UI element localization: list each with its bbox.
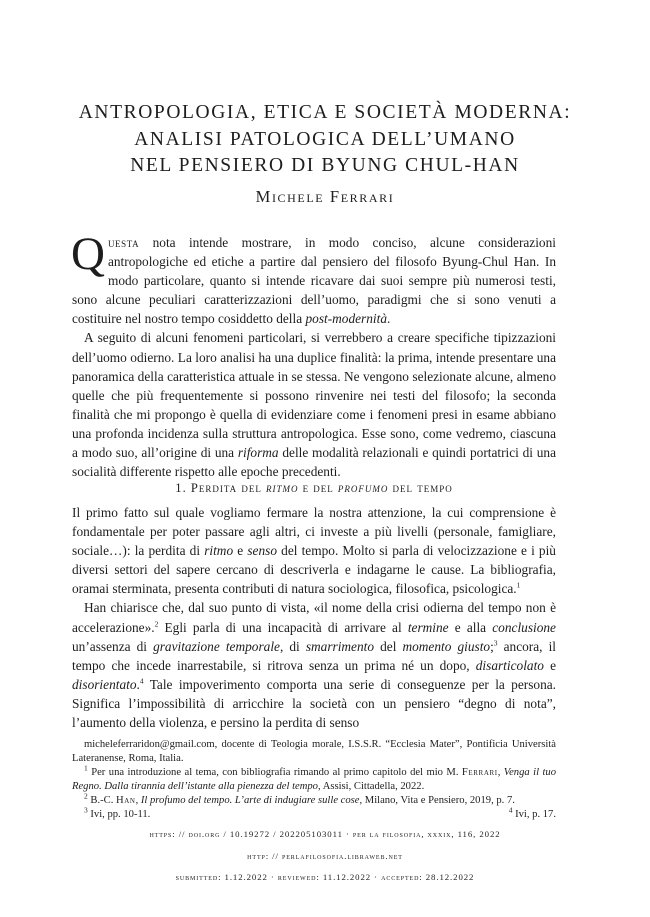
author-affiliation: micheleferraridon@gmail.com, docente di Teologia morale, I.S.S.R. “Ecclesia Mater”, Pontificia Università Lateranense, Roma, Italia. bbox=[72, 739, 556, 764]
footnote-text: Per una introduzione al tema, con bibliografia rimando al primo capitolo del mio M. bbox=[87, 767, 462, 778]
title-line-3: NEL PENSIERO DI BYUNG CHUL-HAN bbox=[130, 155, 520, 176]
intro-paragraph-2 bbox=[72, 328, 556, 481]
body-italic: ritmo bbox=[204, 543, 234, 559]
footnote-number: 3 bbox=[84, 805, 88, 815]
footnote-ref[interactable]: 1 bbox=[516, 580, 521, 590]
footnote-row-3-4 bbox=[72, 805, 556, 822]
intro-italic: post-modernità bbox=[305, 311, 388, 327]
footnote-4 bbox=[497, 805, 556, 822]
section-heading-italic: ritmo bbox=[265, 481, 299, 495]
body-text: ancora, il tempo che incede inarrestabile, si ritrova senza un prima né un dopo, bbox=[72, 638, 556, 673]
body-text: Il primo fatto sul quale vogliamo fermare la nostra attenzione, la cui comprensione è fondamentale per poter passare agli altri, ci investe a più livelli (personale, famigliare, sociale…): la perdita di bbox=[72, 505, 556, 559]
footnote-number: 1 bbox=[84, 763, 88, 773]
footnote-text: Ivi, pp. 10-11. bbox=[87, 809, 151, 820]
footnotes bbox=[72, 738, 556, 822]
footnote-ref[interactable]: 4 bbox=[139, 676, 144, 686]
footnote-text: , Milano, Vita e Pensiero, 2019, p. 7. bbox=[359, 795, 515, 806]
body-text: Egli parla di una incapacità di arrivare al bbox=[158, 619, 408, 635]
title-line-2: ANALISI PATOLOGICA DELL’UMANO bbox=[134, 128, 516, 150]
footnote-text: B.-C. bbox=[87, 795, 117, 806]
body-italic: disorientato bbox=[72, 676, 137, 692]
section-paragraph-1 bbox=[72, 503, 556, 598]
footnote-number: 4 bbox=[508, 805, 513, 815]
author-name: Michele Ferrari bbox=[255, 187, 395, 206]
section-heading-text: e del bbox=[298, 481, 338, 495]
body-italic: momento giusto bbox=[402, 638, 491, 654]
section-body bbox=[72, 503, 556, 732]
body-text: Han chiarisce che, dal suo punto di vista, «il nome della crisi odierna del tempo non è accelerazione». bbox=[72, 600, 556, 635]
body-text: e bbox=[233, 543, 248, 559]
submission-dates: submitted: 1.12.2022 · reviewed: 11.12.2022 · accepted: 28.12.2022 bbox=[175, 872, 475, 882]
title-line-1: ANTROPOLOGIA, ETICA E SOCIETÀ MODERNA: bbox=[78, 102, 572, 123]
footnote-ref[interactable]: 2 bbox=[154, 619, 159, 629]
section-heading bbox=[72, 481, 556, 496]
body-text: . bbox=[136, 676, 140, 692]
section-heading-text: del tempo bbox=[388, 481, 453, 495]
intro-text: delle modalità relazionali e quindi portatrici di una socialità differente rispetto alle epoche precedenti. bbox=[72, 445, 556, 480]
doi-line[interactable]: https: // doi.org / 10.19272 / 202205103011 · per la filosofia, xxxix, 116, 2022 bbox=[149, 829, 501, 839]
body-text: Tale impoverimento comporta una serie di conseguenze per la persona. Significa l’impossibilità di arricchire la società con un pensiero “degno di nota”, l’aumento della violenza, e persino la perdita di senso bbox=[72, 676, 556, 731]
section-heading-italic: profumo bbox=[337, 481, 389, 495]
intro-smallcaps: uesta bbox=[107, 235, 140, 250]
body-italic: senso bbox=[247, 543, 277, 559]
intro-text: A seguito di alcuni fenomeni particolari, si verrebbero a creare specifiche tipizzazioni dell’uomo odierno. La loro analisi ha una duplice finalità: la prima, intende presentare una panoramica della caratteristica attuale in se stessa. Ne vengono selezionate alcune, almeno quelle che più frequentemente si possono rinvenire nei testi del filosofo; la seconda finalità che mi propongo è quella di evidenziare come i fenomeni presi in esame abbiano una profonda incidenza sulla struttura antropologica. Esse sono, come vedremo, ciascuna a modo suo, all’origine di una bbox=[72, 330, 556, 461]
body-text: , di bbox=[279, 638, 306, 654]
footnote-book-title: Il profumo del tempo. L’arte di indugiare sulle cose bbox=[140, 795, 360, 806]
journal-url[interactable]: http: // perlafilosofia.libraweb.net bbox=[247, 851, 403, 861]
body-italic: gravitazione temporale bbox=[153, 638, 280, 654]
footnote-author: Ferrari bbox=[461, 767, 498, 778]
footnote-text: , bbox=[135, 795, 141, 806]
body-italic: termine bbox=[407, 619, 449, 635]
footnote-text: Ivi, p. 17. bbox=[512, 809, 556, 820]
footnote-book-title: Venga il tuo Regno. Dalla tirannia dell’istante alla pienezza del tempo bbox=[72, 767, 557, 792]
drop-cap: Q bbox=[71, 228, 105, 280]
article-title bbox=[40, 100, 610, 180]
intro-paragraph-1 bbox=[71, 228, 556, 328]
body-text: del tempo. Molto si parla di velocizzazione e i più diversi settori del sapere cercano di descriverla e indagarne le cause. La bibliografia, oramai sterminata, presenta contributi di natura sociologica, filosofica, psicologica. bbox=[72, 543, 556, 597]
footnote-author: Han bbox=[116, 795, 136, 806]
body-italic: disarticolato bbox=[475, 657, 544, 673]
section-heading-text: 1. Perdita del bbox=[175, 481, 266, 495]
intro-italic: riforma bbox=[237, 445, 279, 461]
footnote-2 bbox=[72, 791, 556, 808]
body-text: ; bbox=[490, 638, 494, 654]
body-italic: conclusione bbox=[492, 619, 556, 635]
section-paragraph-2 bbox=[72, 598, 556, 732]
footnote-ref[interactable]: 3 bbox=[493, 638, 498, 648]
body-italic: smarrimento bbox=[305, 638, 375, 654]
body-text: un’assenza di bbox=[72, 638, 154, 654]
intro-text: . bbox=[387, 311, 391, 327]
intro-text: nota intende mostrare, in modo conciso, alcune considerazioni antropologiche ed etiche a partire dal pensiero del filosofo Byung-Chul Han. In modo particolare, quanto si intende ricavare dai suoi sempre più numerosi testi, sono alcune peculiari caratterizzazioni dell’uomo, paradigmi che si sono venuti a costituire nel nostro tempo cosiddetto della bbox=[72, 235, 556, 327]
body-text: del bbox=[374, 638, 403, 654]
footnote-1 bbox=[72, 763, 557, 794]
body-text: e bbox=[543, 657, 556, 673]
footnote-3 bbox=[72, 805, 151, 822]
footnote-number: 2 bbox=[84, 791, 88, 801]
body-text: e alla bbox=[448, 619, 493, 635]
footnote-text: , bbox=[497, 767, 504, 778]
footnote-text: , Assisi, Cittadella, 2022. bbox=[317, 781, 425, 792]
intro-section bbox=[71, 228, 556, 481]
